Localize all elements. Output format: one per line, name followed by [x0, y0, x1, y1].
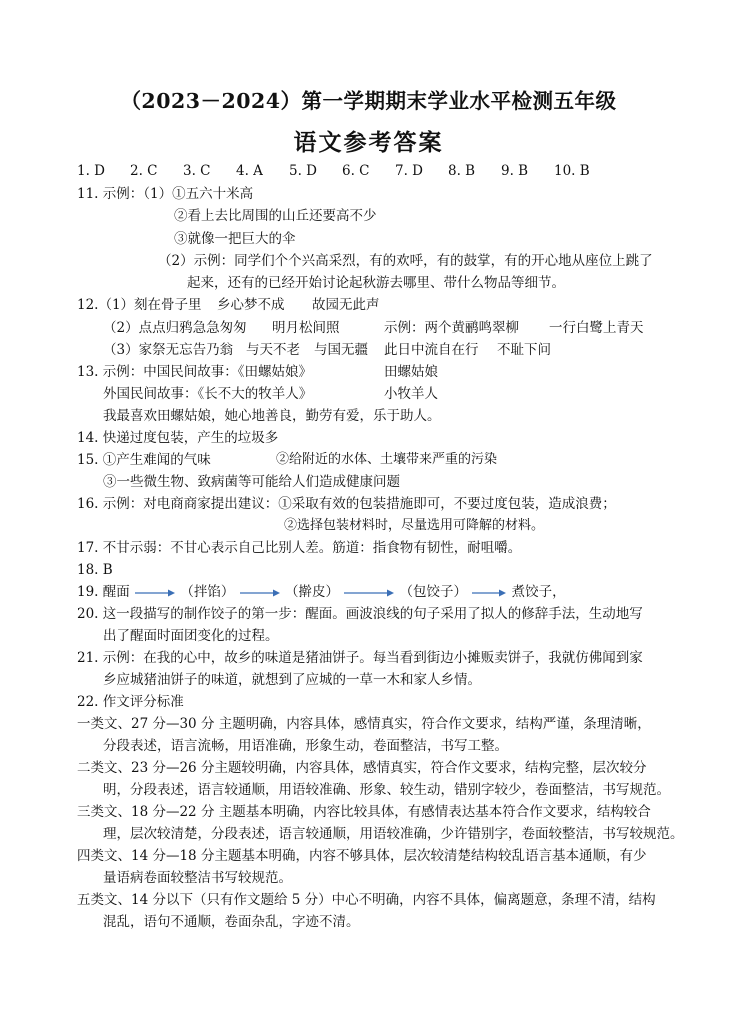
q13-r2-a: 外国民间故事：《长不大的牧羊人》 [103, 386, 313, 402]
q22-class4-line2: 量语病卷面较整洁书写较规范。 [103, 870, 292, 886]
q13-r2-b: 小牧羊人 [384, 386, 438, 402]
arrow-right-icon [343, 588, 395, 598]
q22-class5-line1: 五类文、14 分以下（只有作文题给 5 分）中心不明确，内容不具体，偏离题意，条理不清，结构 [77, 892, 656, 908]
q20-r2: 出了醒面时面团变化的过程。 [103, 628, 279, 644]
q11-part2-line2: 起来，还有的已经开始讨论起秋游去哪里、带什么物品等细节。 [187, 275, 565, 291]
q12-r1-b: 乡心梦不成 [217, 297, 285, 313]
mc-answer: 7. D [395, 163, 423, 179]
q16-r2: ②选择包装材料时，尽量选用可降解的材料。 [284, 518, 545, 533]
q18: 18. B [77, 562, 113, 578]
q12-r3-b: 与天不老 [246, 342, 300, 358]
arrow-right-icon [134, 588, 176, 598]
q19-step: （擀皮） [284, 584, 339, 600]
q11-line3: ③就像一把巨大的伞 [174, 231, 296, 247]
q14: 14. 快递过度包装，产生的垃圾多 [77, 430, 279, 446]
q22-class3-line2: 理，层次较清楚，分段表述，语言较通顺，用语较准确，少许错别字，卷面较整洁，书写较规范。 [103, 826, 684, 842]
mc-answer: 4. A [236, 163, 263, 179]
q12-r2-c: 示例：两个黄鹂鸣翠柳 [384, 320, 519, 336]
q12-r1-c: 故园无此声 [312, 297, 380, 313]
q19-process [77, 582, 566, 602]
q12-r3-e: 不耻下问 [497, 342, 551, 358]
q21-r2: 乡应城猪油饼子的味道，就想到了应城的一草一木和家人乡情。 [103, 672, 481, 688]
q22-class2-line2: 明，分段表述，语言较通顺，用语较准确、形象、较生动，错别字较少，卷面整洁，书写规范。 [103, 782, 670, 798]
q22-class1-line2: 分段表述，语言流畅，用语准确，形象生动，卷面整洁，书写工整。 [103, 738, 508, 754]
q11-line1: 11. 示例：（1）①五六十米高 [77, 186, 254, 202]
multiple-choice-answers [77, 161, 607, 181]
q12-r3-c: 与国无疆 [314, 342, 368, 358]
q13-r1-b: 田螺姑娘 [384, 364, 438, 380]
q22-class1-line1: 一类文、27 分—30 分 主题明确，内容具体，感情真实，符合作文要求，结构严谨，条理清晰， [77, 716, 651, 732]
arrow-right-icon [239, 588, 281, 598]
q20-r1: 20. 这一段描写的制作饺子的第一步：醒面。画波浪线的句子采用了拟人的修辞手法，生动地写 [77, 606, 643, 622]
q22-class2-line1: 二类文、23 分—26 分主题较明确，内容具体，感情真实，符合作文要求，结构完整，层次较分 [77, 760, 647, 776]
q22-class5-line2: 混乱，语句不通顺，卷面杂乱，字迹不清。 [103, 914, 360, 930]
q12-r3-a: （3）家祭无忘告乃翁 [103, 342, 234, 358]
mc-answer: 6. C [342, 163, 370, 179]
q12-r3-d: 此日中流自在行 [384, 342, 479, 358]
mc-answer: 10. B [554, 163, 590, 179]
arrow-right-icon [471, 588, 507, 598]
q22-class4-line1: 四类文、14 分—18 分主题基本明确，内容不够具体，层次较清楚结构较乱语言基本通顺，有少 [77, 848, 647, 864]
mc-answer: 3. C [183, 163, 211, 179]
q15-r1-b: ②给附近的水体、土壤带来严重的污染 [276, 452, 498, 467]
q19-step-start: 19. 醒面 [77, 584, 130, 600]
q21-r1: 21. 示例：在我的心中，故乡的味道是猪油饼子。每当看到街边小摊贩卖饼子，我就仿佛闻到家 [77, 650, 643, 666]
document-title: （2023－2024）第一学期期末学业水平检测五年级 [120, 89, 617, 113]
q15-r1-a: 15. ①产生难闻的气味 [77, 452, 211, 468]
q12-r1-a: 12.（1）刻在骨子里 [77, 297, 202, 313]
q22-heading: 22. 作文评分标准 [77, 694, 184, 710]
q12-r2-b: 明月松间照 [272, 320, 340, 336]
mc-answer: 2. C [130, 163, 158, 179]
q19-step: （包饺子） [399, 584, 468, 600]
q12-r2-a: （2）点点归鸦急急匆匆 [103, 320, 247, 336]
q19-step: （拌馅） [180, 584, 235, 600]
mc-answer: 9. B [501, 163, 529, 179]
q15-r2: ③一些微生物、致病菌等可能给人们造成健康问题 [103, 474, 400, 490]
mc-answer: 8. B [448, 163, 476, 179]
q17: 17. 不甘示弱：不甘心表示自己比别人差。筋道：指食物有韧性，耐咀嚼。 [77, 540, 522, 556]
q16-r1: 16. 示例：对电商商家提出建议：①采取有效的包装措施即可，不要过度包装，造成浪费； [77, 496, 616, 512]
q12-r2-d: 一行白鹭上青天 [549, 320, 644, 336]
q22-class3-line1: 三类文、18 分—22 分 主题基本明确，内容比较具体，有感情表达基本符合作文要求，结构较合 [77, 804, 651, 820]
q11-part2-line1: （2）示例：同学们个个兴高采烈，有的欢呼，有的鼓掌，有的开心地从座位上跳了 [158, 253, 653, 269]
q11-line2: ②看上去比周围的山丘还要高不少 [174, 208, 377, 224]
mc-answer: 1. D [77, 163, 105, 179]
document-subtitle: 语文参考答案 [293, 129, 444, 156]
mc-answer: 5. D [289, 163, 317, 179]
q19-step-end: 煮饺子， [511, 584, 566, 600]
q13-r3: 我最喜欢田螺姑娘，她心地善良，勤劳有爱，乐于助人。 [103, 408, 441, 424]
q13-r1-a: 13. 示例：中国民间故事：《田螺姑娘》 [77, 364, 313, 380]
